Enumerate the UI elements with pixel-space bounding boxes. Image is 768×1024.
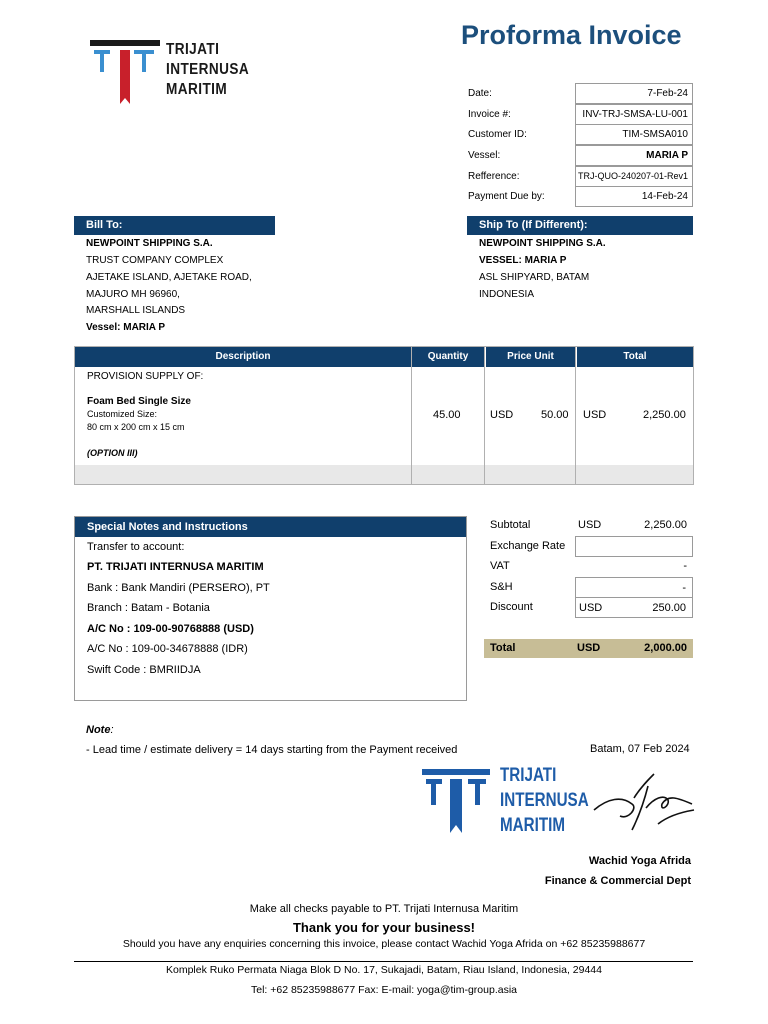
bill-to-heading: Bill To: [74, 216, 275, 235]
subtotal-label: Subtotal [490, 519, 531, 531]
stamp-text [500, 763, 589, 838]
item-detail: 80 cm x 200 cm x 15 cm [87, 422, 185, 432]
logo-text-line: MARITIM [166, 81, 228, 98]
col-header-price-unit: Price Unit [486, 347, 575, 367]
company-logo [88, 40, 258, 106]
special-notes-box [74, 516, 467, 701]
column-divider [484, 347, 485, 484]
signature-place-date: Batam, 07 Feb 2024 [590, 743, 690, 755]
special-notes-heading: Special Notes and Instructions [75, 517, 466, 537]
note-label [86, 724, 114, 736]
item-detail: Customized Size: [87, 409, 158, 419]
total-row [484, 639, 693, 658]
notes-line: A/C No : 109-00-34678888 (IDR) [87, 643, 248, 655]
stamp-text-line: INTERNUSA [500, 790, 589, 811]
subtotal-value: 2,250.00 [644, 519, 687, 531]
info-label-reference: Refference: [468, 171, 520, 182]
note-label-text: Note [86, 724, 111, 736]
col-header-quantity: Quantity [412, 347, 484, 367]
total-value: 2,000.00 [644, 642, 687, 654]
signatory-name: Wachid Yoga Afrida [588, 855, 691, 867]
footer-divider [74, 961, 693, 962]
footer-thanks: Thank you for your business! [292, 920, 476, 935]
stamp-text-line: MARITIM [500, 815, 566, 836]
item-total-currency: USD [583, 409, 607, 421]
table-empty-row [75, 465, 693, 484]
notes-line: Bank : Bank Mandiri (PERSERO), PT [87, 582, 270, 594]
footer-address: Komplek Ruko Permata Niaga Blok D No. 17, Sukajadi, Batam, Riau Island, Indonesia, 29444 [166, 964, 602, 976]
notes-line: A/C No : 109-00-90768888 (USD) [87, 623, 254, 635]
info-value-date: 7-Feb-24 [575, 83, 693, 104]
info-label-vessel: Vessel: [468, 150, 501, 161]
footer-checks: Make all checks payable to PT. Trijati Internusa Maritim [249, 903, 519, 915]
bill-to-line: NEWPOINT SHIPPING S.A. [86, 238, 213, 249]
sh-box [575, 577, 693, 598]
notes-line: Transfer to account: [87, 541, 185, 553]
note-label-colon: : [110, 724, 114, 736]
sh-label: S&H [490, 581, 513, 593]
info-value-reference: TRJ-QUO-240207-01-Rev1 [575, 166, 693, 187]
vat-label: VAT [490, 560, 510, 572]
logo-mark-icon [88, 40, 162, 106]
signatory-dept: Finance & Commercial Dept [544, 875, 691, 887]
logo-text [166, 40, 249, 100]
info-label-payment-due: Payment Due by: [468, 191, 545, 202]
info-label-invoice: Invoice #: [468, 109, 511, 120]
handwritten-signature [588, 768, 698, 848]
stamp-mark-icon [420, 767, 492, 837]
vat-box [575, 556, 693, 577]
total-currency: USD [577, 642, 601, 654]
info-label-date: Date: [468, 88, 492, 99]
item-price-value: 50.00 [541, 409, 569, 421]
discount-label: Discount [490, 601, 533, 613]
column-divider [411, 347, 412, 484]
footer-enquiries: Should you have any enquiries concerning this invoice, please contact Wachid Yoga Afrida on +62 85235988677 [122, 938, 646, 950]
note-text: - Lead time / estimate delivery = 14 days starting from the Payment received [86, 744, 458, 756]
bill-to-line: TRUST COMPANY COMPLEX [86, 255, 224, 266]
info-value-invoice: INV-TRJ-SMSA-LU-001 [575, 104, 693, 125]
bill-to-line: MAJURO MH 96960, [86, 289, 180, 300]
info-value-payment-due: 14-Feb-24 [575, 186, 693, 207]
ship-to-vessel: VESSEL: MARIA P [479, 255, 567, 266]
notes-line: Branch : Batam - Botania [87, 602, 210, 614]
item-total-value: 2,250.00 [643, 409, 686, 421]
sh-value: - [682, 582, 686, 594]
ship-to-heading: Ship To (If Different): [467, 216, 693, 235]
invoice-title: Proforma Invoice [461, 20, 682, 50]
item-quantity: 45.00 [433, 409, 461, 421]
item-intro: PROVISION SUPPLY OF: [87, 371, 204, 382]
exchange-rate-label: Exchange Rate [490, 540, 566, 552]
notes-line: PT. TRIJATI INTERNUSA MARITIM [87, 561, 264, 573]
logo-text-line: TRIJATI [166, 41, 220, 58]
exchange-rate-box [575, 536, 693, 557]
info-value-customer-id: TIM-SMSA010 [575, 124, 693, 145]
vat-value: - [683, 560, 687, 572]
info-value-vessel: MARIA P [575, 145, 693, 166]
ship-to-line: ASL SHIPYARD, BATAM [479, 272, 590, 283]
stamp-text-line: TRIJATI [500, 765, 557, 786]
bill-to-line: AJETAKE ISLAND, AJETAKE ROAD, [86, 272, 252, 283]
items-table [74, 346, 694, 485]
ship-to-line: NEWPOINT SHIPPING S.A. [479, 238, 606, 249]
item-name: Foam Bed Single Size [87, 396, 191, 407]
notes-line: Swift Code : BMRIIDJA [87, 664, 201, 676]
item-option: (OPTION III) [87, 448, 138, 458]
ship-to-line: INDONESIA [479, 289, 535, 300]
subtotal-currency: USD [578, 519, 602, 531]
total-label: Total [490, 642, 516, 654]
col-header-total: Total [577, 347, 693, 367]
discount-value: 250.00 [652, 602, 686, 614]
col-header-description: Description [75, 347, 411, 367]
subtotal-box [575, 515, 693, 536]
bill-to-vessel: Vessel: MARIA P [86, 322, 166, 333]
column-divider [575, 347, 576, 484]
info-label-customer-id: Customer ID: [468, 129, 527, 140]
bill-to-line: MARSHALL ISLANDS [86, 305, 186, 316]
logo-text-line: INTERNUSA [166, 61, 250, 78]
item-price-currency: USD [490, 409, 514, 421]
discount-box [575, 597, 693, 618]
footer-contact: Tel: +62 85235988677 Fax: E-mail: yoga@tim-group.asia [250, 984, 518, 996]
discount-currency: USD [579, 602, 603, 614]
